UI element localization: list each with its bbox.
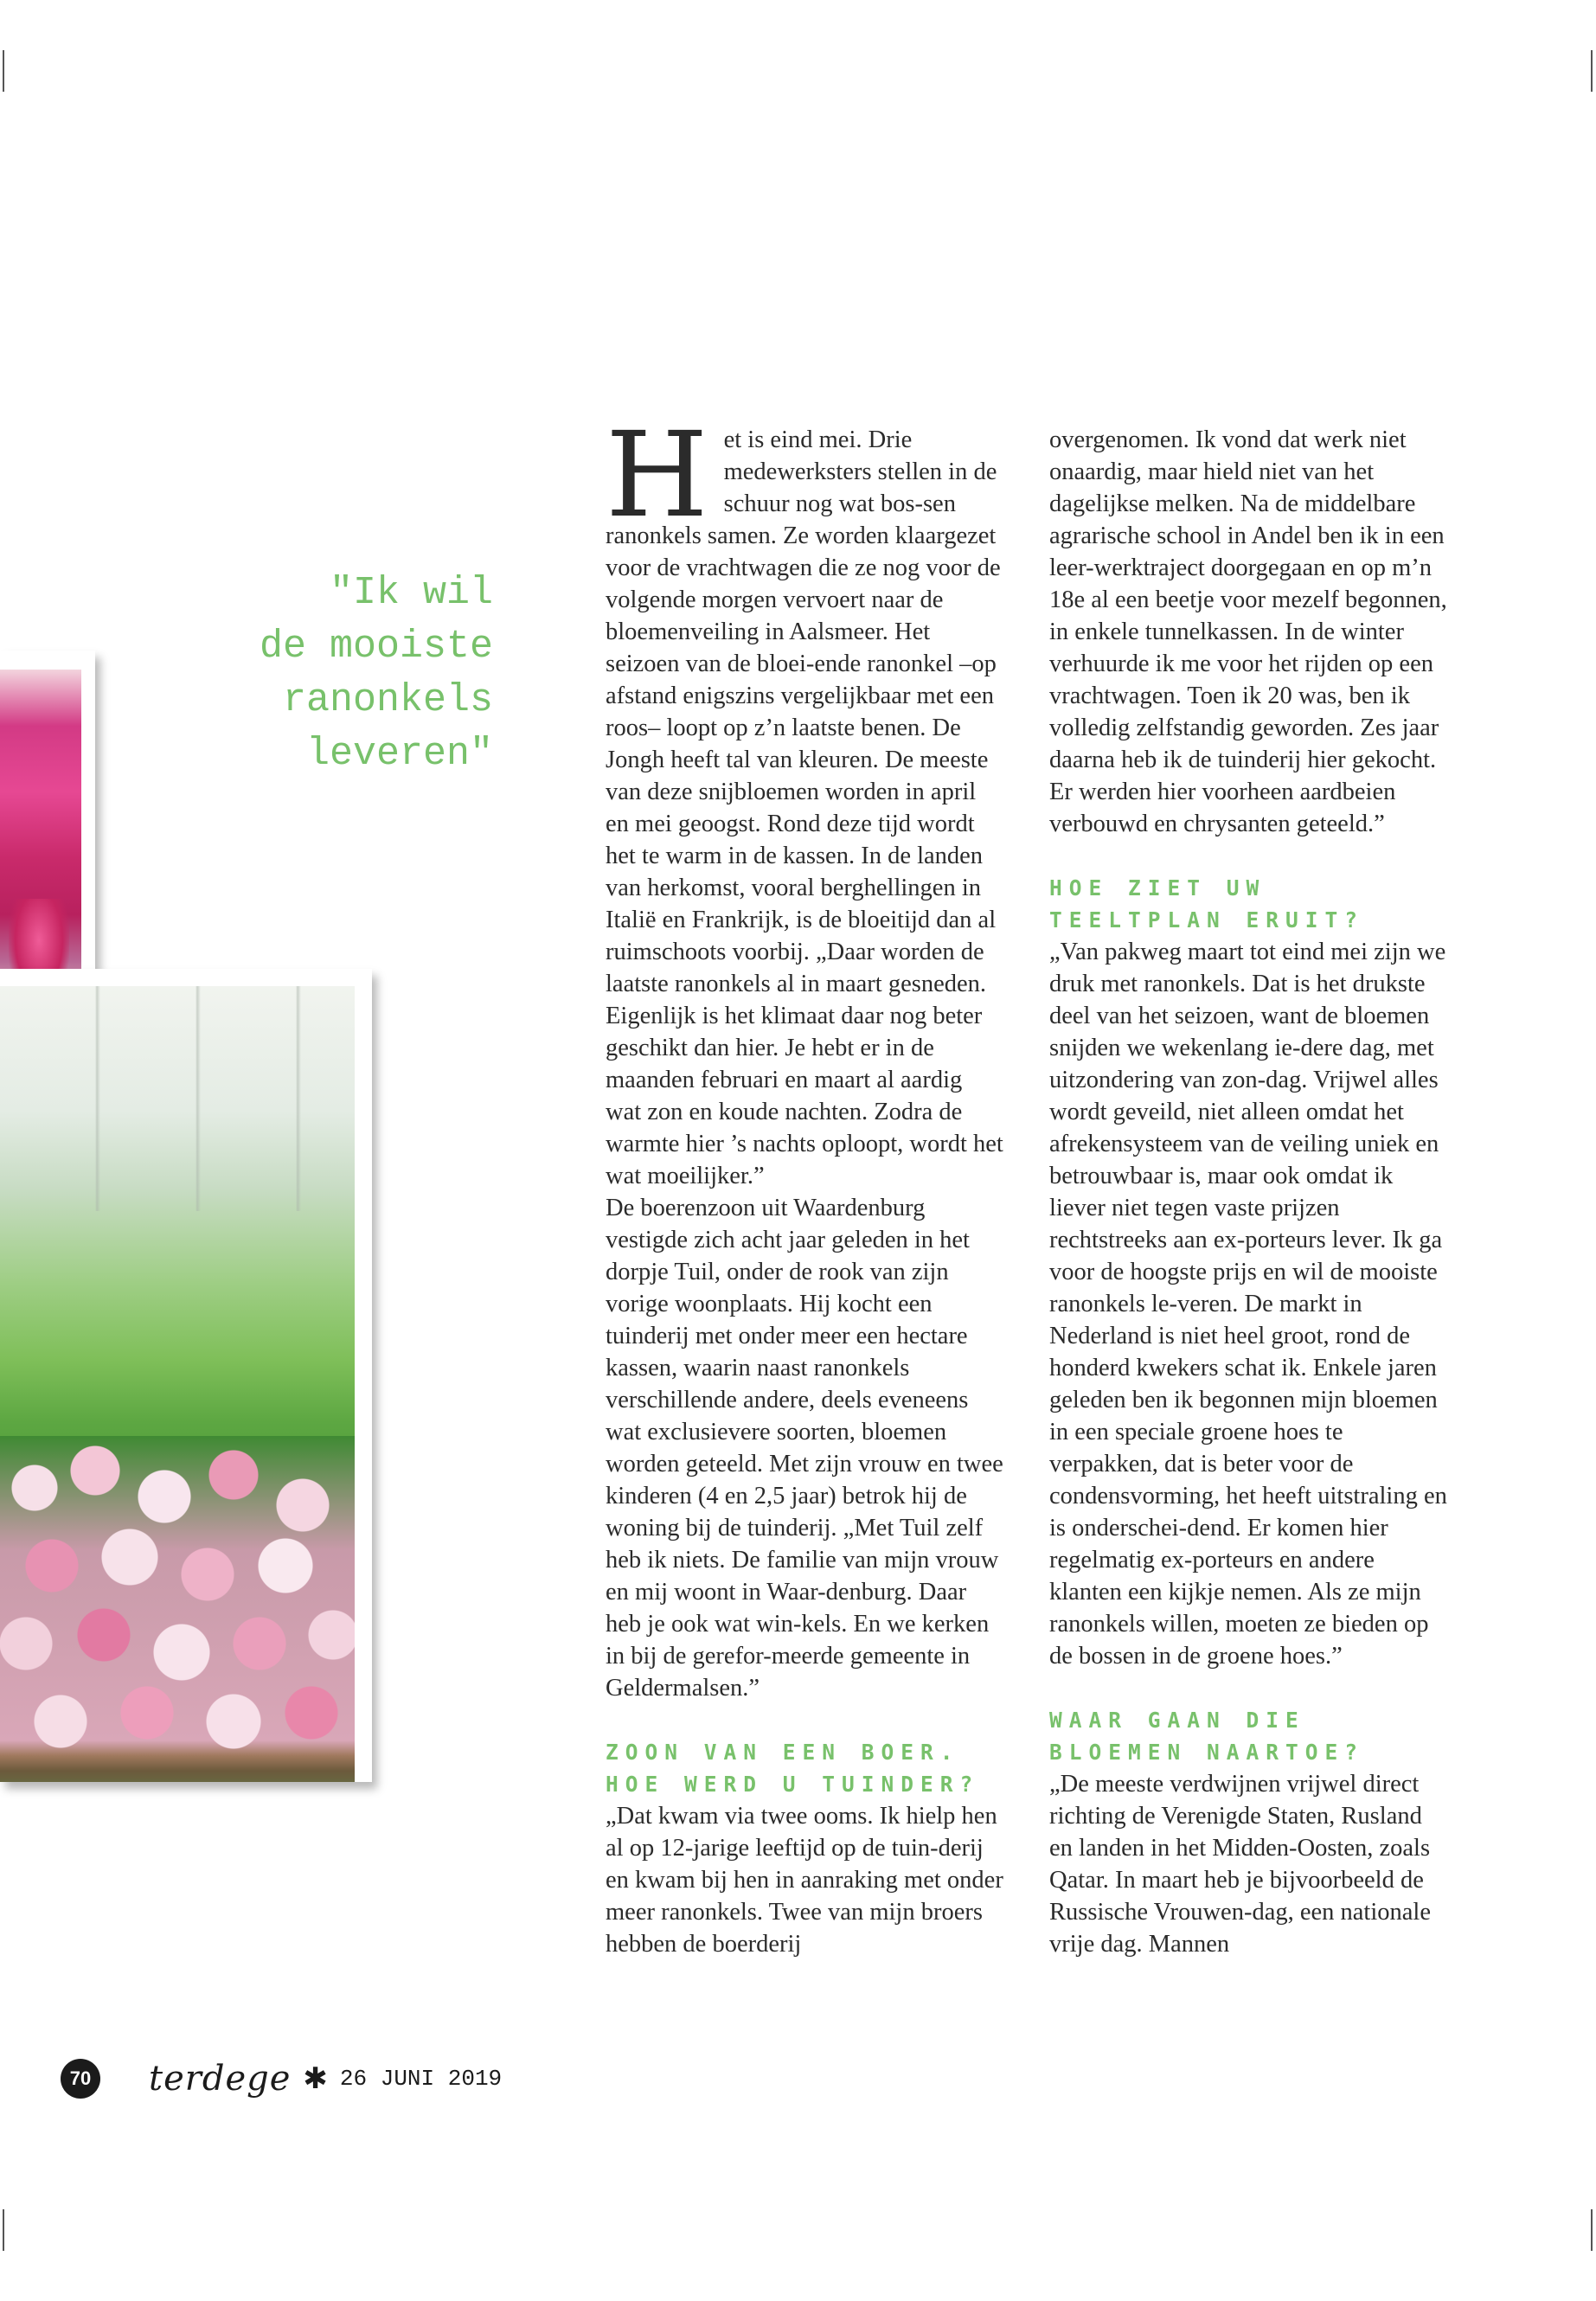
article-intro	[606, 407, 1003, 1192]
pull-quote: "Ik wil de mooiste ranonkels leveren"	[259, 571, 493, 776]
magazine-logo: terdege	[149, 2059, 292, 2099]
paragraph: „Dat kwam via twee ooms. Ik hielp hen al op 12-jarige leeftijd op de tuin-derij en kwam bij hen in aanraking met onder meer ranonkels. Twee van mijn broers hebben de boerderij	[606, 1803, 1003, 1958]
page-number: 70	[61, 2059, 100, 2099]
article-column-2	[1049, 424, 1447, 1960]
section-heading: ZOON VAN EEN BOER. HOE WERD U TUINDER?	[606, 1740, 980, 1797]
section-heading: WAAR GAAN DIE BLOEMEN NAARTOE?	[1049, 1708, 1365, 1765]
photo-ranunculus-bunches	[0, 969, 372, 1782]
asterisk-icon: ✱	[303, 2061, 328, 2096]
drop-cap: H	[606, 407, 708, 544]
article-column-1	[606, 407, 1003, 1960]
paragraph: „Van pakweg maart tot eind mei zijn we druk met ranonkels. Dat is het drukste deel van het seizoen, want de bloemen snijden we wekenlang ie-dere dag, met uitzondering van zon-dag. Vrijwel alles wordt geveild, niet alleen omdat het afrekensysteem van de veiling uniek en betrouwbaar is, maar ook omdat ik liever niet tegen vaste prijzen rechtstreeks aan ex-porteurs lever. Ik ga voor de hoogste prijs en wil de mooiste ranonkels le-veren. De markt in Nederland is niet heel groot, rond de honderd kwekers schat ik. Enkele jaren geleden ben ik begonnen mijn bloemen in een speciale groene hoes te verpakken, dat is beter voor de condensvorming, het heeft uitstraling en is onderschei-dend. Er komen hier regelmatig ex-porteurs en andere klanten een kijkje nemen. Als ze mijn ranonkels willen, moeten ze bieden op de bossen in de groene hoes.”	[1049, 939, 1447, 1670]
crop-mark	[1591, 2209, 1593, 2251]
paragraph: overgenomen. Ik vond dat werk niet onaardig, maar hield niet van het dagelijkse melken. Na de middelbare agrarische school in Andel ben ik in een leer-werktraject doorgegaan en op m’n 18e al een beetje voor mezelf begonnen, in enkele tunnelkassen. In de winter verhuurde ik me voor het rijden op een vrachtwagen. Toen ik 20 was, ben ik volledig zelfstandig geworden. Zes jaar daarna heb ik de tuinderij hier gekocht. Er werden hier voorheen aardbeien verbouwd en chrysanten geteeld.”	[1049, 426, 1447, 837]
page-footer	[61, 2057, 502, 2100]
crop-mark	[3, 50, 4, 92]
paragraph: „De meeste verdwijnen vrijwel direct richting de Verenigde Staten, Rusland en landen in het Midden-Oosten, zoals Qatar. In maart heb je bijvoorbeeld de Russische Vrouwen-dag, een nationale vrije dag. Mannen	[1049, 1771, 1431, 1958]
section-heading: HOE ZIET UW TEELTPLAN ERUIT?	[1049, 875, 1365, 933]
crop-mark	[1591, 50, 1593, 92]
issue-date: 26 JUNI 2019	[339, 2066, 503, 2092]
intro-text: et is eind mei. Drie medewerksters stellen in de schuur nog wat bos-sen ranonkels samen. Ze worden klaargezet voor de vrachtwagen die ze nog voor de volgende morgen vervoert naar de bloemenveiling in Aalsmeer. Het seizoen van de bloei-ende ranonkel –op afstand enigszins vergelijkbaar met een roos– loopt op z’n laatste benen. De Jongh heeft tal van kleuren. De meeste van deze snijbloemen worden in april en mei geoogst. Rond deze tijd wordt het te warm in de kassen. In de landen van herkomst, vooral berghellingen in Italië en Frankrijk, is de bloeitijd dan al ruimschoots voorbij. „Daar worden de laatste ranonkels al in maart gesneden. Eigenlijk is het klimaat daar nog beter geschikt dan hier. Je hebt er in de maanden februari en maart al aardig wat zon en koude nachten. Zodra de warmte hier ’s nachts oploopt, wordt het wat moeilijker.”	[606, 426, 1003, 1189]
crop-mark	[3, 2209, 4, 2251]
paragraph: De boerenzoon uit Waardenburg vestigde zich acht jaar geleden in het dorpje Tuil, onder de rook van zijn vorige woonplaats. Hij kocht een tuinderij met onder meer een hectare kassen, waarin naast ranonkels verschillende andere, deels eveneens wat exclusievere soorten, bloemen worden geteeld. Met zijn vrouw en twee kinderen (4 en 2,5 jaar) betrok hij de woning bij de tuinderij. „Met Tuil zelf heb ik niets. De familie van mijn vrouw en mij woont in Waar-denburg. Daar heb je ook wat win-kels. En we kerken in bij de gerefor-meerde gemeente in Geldermalsen.”	[606, 1195, 1003, 1702]
